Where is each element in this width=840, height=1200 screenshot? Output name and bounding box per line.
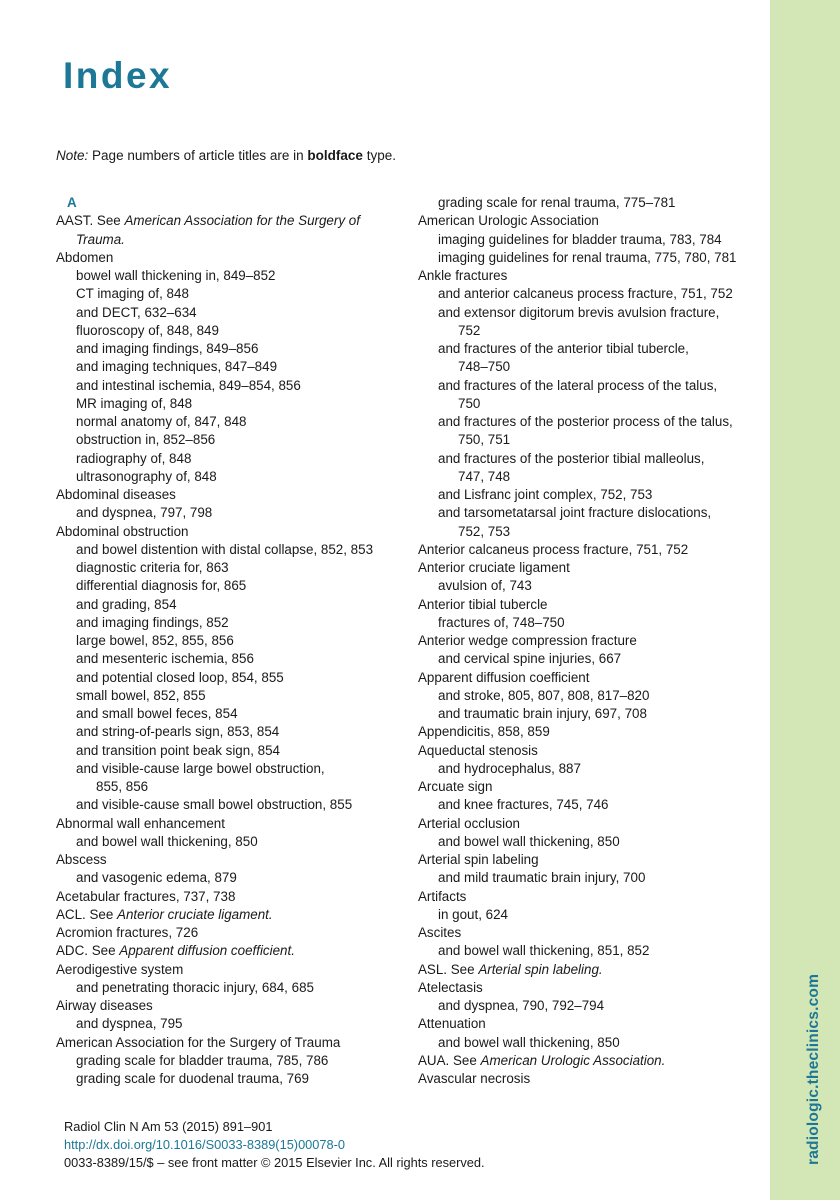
index-entry: [418, 212, 766, 230]
index-subentry: [418, 614, 766, 632]
entry-text: American Urologic Association: [418, 213, 599, 229]
entry-text: Apparent diffusion coefficient: [418, 669, 590, 685]
index-entry: [418, 723, 766, 741]
entry-text: Aerodigestive system: [56, 961, 184, 977]
entry-text: ASL. See: [418, 961, 479, 977]
index-subentry: [418, 340, 766, 358]
entry-text: imaging guidelines for bladder trauma, 783, 784: [438, 231, 722, 247]
index-subentry: [418, 304, 766, 322]
entry-text: Ascites: [418, 925, 462, 940]
entry-text: 750, 751: [458, 432, 511, 448]
index-entry: [56, 815, 406, 833]
entry-text: and imaging findings, 852: [76, 614, 229, 630]
entry-text: normal anatomy of, 847, 848: [76, 414, 247, 429]
index-column-right: [418, 194, 766, 1088]
entry-text: Appendicitis, 858, 859: [418, 724, 550, 740]
index-subentry: [56, 1052, 406, 1070]
entry-text: ultrasonography of, 848: [76, 468, 217, 484]
index-entry: [418, 1052, 766, 1070]
index-subentry: [56, 468, 406, 486]
entry-text: large bowel, 852, 855, 856: [76, 633, 234, 648]
entry-text: fluoroscopy of, 848, 849: [76, 322, 219, 338]
entry-text: small bowel, 852, 855: [76, 687, 206, 703]
index-entry: [418, 632, 766, 650]
index-subentry: [56, 705, 406, 723]
index-subentry: [56, 340, 406, 358]
index-subentry: [418, 504, 766, 522]
copyright-line: 0033-8389/15/$ – see front matter © 2015 Elsevier Inc. All rights reserved.: [64, 1155, 485, 1170]
index-entry: [56, 942, 406, 960]
index-entry-continuation: [56, 231, 406, 249]
index-subentry: [56, 304, 406, 322]
see-reference: Arterial spin labeling.: [478, 961, 603, 977]
entry-text: Avascular necrosis: [418, 1071, 531, 1086]
entry-text: and string-of-pearls sign, 853, 854: [76, 724, 280, 740]
index-entry: [418, 267, 766, 285]
entry-text: 750: [458, 395, 481, 411]
index-entry: [56, 523, 406, 541]
index-subentry: [418, 577, 766, 595]
note-text-after: type.: [366, 148, 396, 163]
doi-link[interactable]: http://dx.doi.org/10.1016/S0033-8389(15)00078-0: [64, 1137, 346, 1152]
index-entry: [418, 924, 766, 942]
entry-text: avulsion of, 743: [438, 578, 532, 594]
entry-text: Aqueductal stenosis: [418, 742, 538, 758]
index-entry: [418, 961, 766, 979]
see-reference: Apparent diffusion coefficient.: [119, 943, 295, 959]
entry-text: ADC. See: [56, 943, 120, 959]
index-entry: [56, 851, 406, 869]
entry-text: fractures of, 748–750: [438, 614, 565, 630]
index-entry: [418, 851, 766, 869]
entry-text: and fractures of the posterior tibial malleolus,: [438, 450, 705, 466]
index-subentry: [418, 833, 766, 851]
index-subentry: [56, 687, 406, 705]
index-subentry: [418, 231, 766, 249]
index-subentry: [56, 669, 406, 687]
entry-text: Artifacts: [418, 888, 467, 904]
entry-text: Anterior tibial tubercle: [418, 596, 548, 612]
entry-text: and extensor digitorum brevis avulsion fracture,: [438, 304, 720, 320]
entry-text: and fractures of the lateral process of the talus,: [438, 377, 718, 393]
entry-text: Atelectasis: [418, 979, 483, 995]
index-subentry: [56, 742, 406, 760]
entry-text: ACL. See: [56, 906, 118, 922]
entry-text: and imaging findings, 849–856: [76, 341, 259, 356]
index-entry: [418, 669, 766, 687]
note-bold-word: boldface: [307, 148, 363, 163]
see-reference: Trauma.: [76, 231, 125, 247]
index-subentry: [418, 906, 766, 924]
index-subentry: [56, 1070, 406, 1088]
entry-text: Acromion fractures, 726: [56, 925, 199, 940]
entry-text: and bowel wall thickening, 850: [438, 1034, 620, 1050]
index-column-left: [56, 194, 406, 1088]
index-subentry: [418, 997, 766, 1015]
index-entry: [56, 961, 406, 979]
page-title: Index: [63, 55, 173, 96]
index-subentry: [56, 1015, 406, 1033]
entry-text: radiography of, 848: [76, 450, 192, 466]
entry-text: Ankle fractures: [418, 268, 508, 283]
entry-text: and fractures of the posterior process of the talus,: [438, 414, 733, 429]
index-subentry: [56, 614, 406, 632]
entry-text: and Lisfranc joint complex, 752, 753: [438, 487, 653, 502]
entry-text: and stroke, 805, 807, 808, 817–820: [438, 687, 650, 703]
entry-text: and dyspnea, 790, 792–794: [438, 998, 605, 1013]
index-subentry: [418, 869, 766, 887]
index-entry: [56, 924, 406, 942]
entry-text: 748–750: [458, 359, 511, 375]
index-subentry: [418, 486, 766, 504]
index-subentry: [418, 705, 766, 723]
index-entry-continuation: [418, 523, 766, 541]
index-entry: [418, 559, 766, 577]
index-entry: [56, 486, 406, 504]
index-subentry: [418, 796, 766, 814]
entry-text: and cervical spine injuries, 667: [438, 651, 622, 667]
entry-text: 747, 748: [458, 468, 511, 484]
index-subentry: [56, 267, 406, 285]
entry-text: and small bowel feces, 854: [76, 706, 238, 721]
index-entry: [418, 1070, 766, 1088]
index-entry-continuation: [418, 468, 766, 486]
entry-text: Abnormal wall enhancement: [56, 815, 225, 831]
entry-text: imaging guidelines for renal trauma, 775, 780, 781: [438, 249, 737, 265]
entry-text: Arterial spin labeling: [418, 852, 539, 867]
entry-text: and potential closed loop, 854, 855: [76, 669, 284, 685]
entry-text: and transition point beak sign, 854: [76, 742, 280, 758]
see-reference: American Urologic Association.: [480, 1052, 666, 1068]
index-entry: [56, 1034, 406, 1052]
index-entry: [56, 249, 406, 267]
index-subentry: [56, 285, 406, 303]
entry-text: grading scale for bladder trauma, 785, 786: [76, 1052, 329, 1068]
entry-text: and imaging techniques, 847–849: [76, 359, 278, 375]
journal-url-vertical[interactable]: radiologic.theclinics.com: [805, 973, 822, 1165]
citation-footer: [64, 1118, 485, 1172]
index-subentry: [56, 577, 406, 595]
index-subentry: [418, 413, 766, 431]
index-note: [56, 148, 396, 163]
entry-text: Arcuate sign: [418, 779, 493, 794]
entry-text: Anterior calcaneus process fracture, 751, 752: [418, 541, 689, 557]
entry-text: and tarsometatarsal joint fracture dislocations,: [438, 505, 712, 521]
index-entry-continuation: [418, 358, 766, 376]
entry-text: 752: [458, 322, 481, 338]
entry-text: AUA. See: [418, 1052, 481, 1068]
index-subentry: [418, 1034, 766, 1052]
index-subentry: [418, 194, 766, 212]
entry-text: A: [67, 195, 77, 210]
entry-text: 752, 753: [458, 523, 511, 539]
index-subentry: [418, 687, 766, 705]
entry-text: grading scale for renal trauma, 775–781: [438, 195, 676, 210]
entry-text: and vasogenic edema, 879: [76, 870, 237, 886]
index-entry: [418, 596, 766, 614]
index-subentry: [56, 504, 406, 522]
index-subentry: [418, 760, 766, 778]
entry-text: CT imaging of, 848: [76, 286, 189, 302]
entry-text: and penetrating thoracic injury, 684, 685: [76, 979, 314, 995]
index-subentry: [418, 285, 766, 303]
index-entry: [418, 979, 766, 997]
index-entry-continuation: [418, 395, 766, 413]
entry-text: and bowel wall thickening, 851, 852: [438, 943, 650, 959]
entry-text: Abdomen: [56, 249, 114, 265]
entry-text: Attenuation: [418, 1016, 486, 1032]
see-reference: American Association for the Surgery of: [124, 213, 360, 229]
index-subentry: [56, 869, 406, 887]
entry-text: in gout, 624: [438, 906, 508, 922]
index-subentry: [56, 833, 406, 851]
entry-text: and dyspnea, 795: [76, 1016, 183, 1032]
entry-text: and DECT, 632–634: [76, 304, 197, 320]
index-entry-continuation: [56, 778, 406, 796]
entry-text: grading scale for duodenal trauma, 769: [76, 1071, 310, 1086]
index-entry: [56, 212, 406, 230]
index-entry: [56, 997, 406, 1015]
entry-text: Abdominal obstruction: [56, 523, 189, 539]
index-subentry: [418, 650, 766, 668]
index-entry: [418, 1015, 766, 1033]
entry-text: and grading, 854: [76, 596, 177, 612]
index-subentry: [56, 596, 406, 614]
index-subentry: [56, 395, 406, 413]
index-subentry: [56, 431, 406, 449]
entry-text: and fractures of the anterior tibial tubercle,: [438, 341, 689, 356]
entry-text: AAST. See: [56, 213, 125, 229]
index-entry: [56, 888, 406, 906]
index-subentry: [56, 377, 406, 395]
index-entry: [418, 888, 766, 906]
index-entry: [56, 906, 406, 924]
see-reference: Anterior cruciate ligament.: [117, 906, 273, 922]
index-entry: [418, 815, 766, 833]
index-subentry: [56, 632, 406, 650]
entry-text: and visible-cause large bowel obstruction,: [76, 760, 325, 776]
entry-text: and intestinal ischemia, 849–854, 856: [76, 377, 301, 393]
index-subentry: [56, 559, 406, 577]
note-label: Note:: [56, 148, 89, 163]
index-subentry: [56, 650, 406, 668]
entry-text: MR imaging of, 848: [76, 395, 193, 411]
index-subentry: [56, 322, 406, 340]
index-subentry: [56, 760, 406, 778]
index-entry-continuation: [418, 322, 766, 340]
entry-text: Abdominal diseases: [56, 487, 176, 502]
entry-text: and traumatic brain injury, 697, 708: [438, 706, 647, 721]
index-subentry: [56, 413, 406, 431]
entry-text: Anterior cruciate ligament: [418, 560, 570, 575]
entry-text: bowel wall thickening in, 849–852: [76, 268, 276, 283]
entry-text: Anterior wedge compression fracture: [418, 633, 637, 648]
entry-text: Airway diseases: [56, 998, 153, 1013]
index-subentry: [418, 377, 766, 395]
index-subentry: [56, 979, 406, 997]
index-subentry: [418, 249, 766, 267]
entry-text: American Association for the Surgery of Trauma: [56, 1034, 341, 1050]
entry-text: and bowel distention with distal collapse, 852, 853: [76, 541, 374, 557]
index-subentry: [56, 541, 406, 559]
entry-text: and bowel wall thickening, 850: [76, 833, 258, 849]
entry-text: and dyspnea, 797, 798: [76, 505, 213, 521]
entry-text: and mesenteric ischemia, 856: [76, 651, 254, 667]
index-entry-continuation: [418, 431, 766, 449]
entry-text: Arterial occlusion: [418, 815, 520, 831]
entry-text: Acetabular fractures, 737, 738: [56, 888, 236, 904]
entry-text: and visible-cause small bowel obstruction, 855: [76, 797, 353, 813]
entry-text: differential diagnosis for, 865: [76, 578, 247, 594]
entry-text: diagnostic criteria for, 863: [76, 560, 229, 575]
index-subentry: [56, 358, 406, 376]
index-subentry: [418, 942, 766, 960]
index-subentry: [56, 796, 406, 814]
entry-text: Abscess: [56, 852, 107, 867]
entry-text: obstruction in, 852–856: [76, 432, 216, 448]
index-subentry: [56, 723, 406, 741]
entry-text: and hydrocephalus, 887: [438, 760, 581, 776]
index-entry: [418, 778, 766, 796]
entry-text: and anterior calcaneus process fracture, 751, 752: [438, 286, 733, 302]
index-letter-heading: [56, 194, 406, 212]
index-subentry: [418, 450, 766, 468]
entry-text: and knee fractures, 745, 746: [438, 797, 609, 813]
index-entry: [418, 742, 766, 760]
index-entry: [418, 541, 766, 559]
entry-text: and bowel wall thickening, 850: [438, 833, 620, 849]
note-text-before: Page numbers of article titles are in: [92, 148, 304, 163]
citation-line: Radiol Clin N Am 53 (2015) 891–901: [64, 1119, 273, 1134]
entry-text: and mild traumatic brain injury, 700: [438, 870, 646, 886]
index-subentry: [56, 450, 406, 468]
entry-text: 855, 856: [96, 779, 149, 794]
